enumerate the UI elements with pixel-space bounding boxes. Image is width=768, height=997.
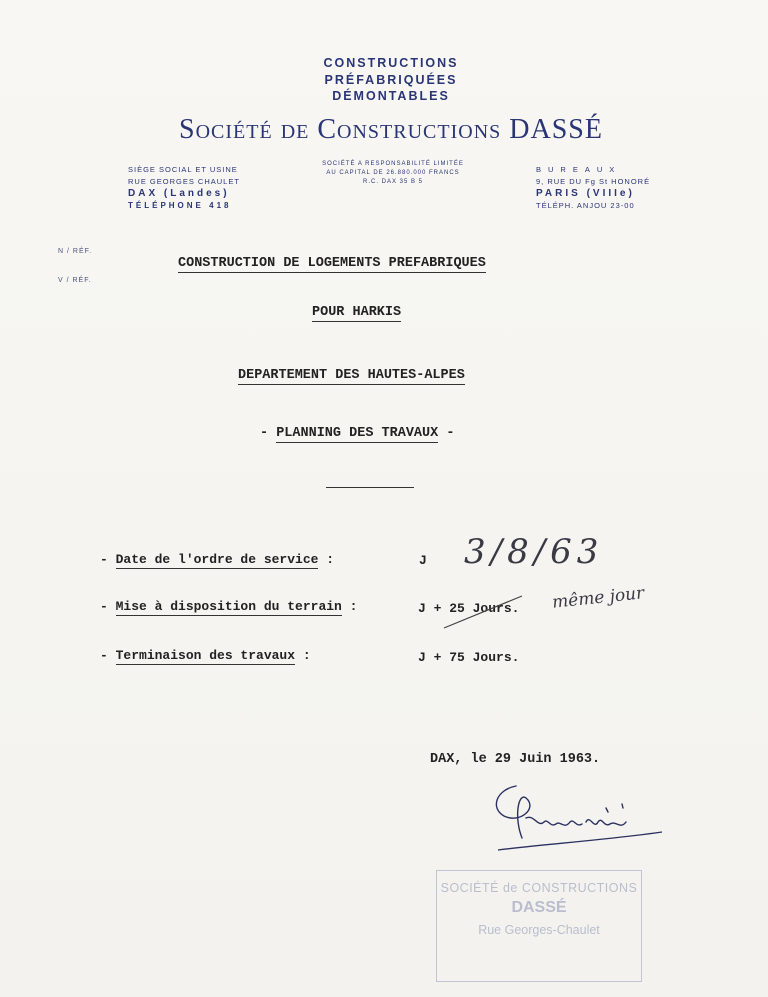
title-planning-prefix: - (260, 426, 277, 441)
letterhead-offices (536, 164, 650, 212)
handwritten-date: 3/8/63 (464, 532, 604, 572)
row-label: Mise à disposition du terrain (115, 599, 342, 614)
stamp-line-2: DASSÉ (511, 899, 567, 916)
strikethrough-mark (440, 592, 530, 632)
signature (486, 778, 666, 858)
our-reference-label: N / RÉF. (58, 248, 93, 255)
row-dash: - (100, 648, 116, 663)
title-planning-text: PLANNING DES TRAVAUX (276, 426, 439, 441)
legal-line-3: R.C. DAX 35 B 5 (362, 179, 424, 185)
row-label: Terminaison des travaux (115, 648, 296, 663)
offices-address: 9, RUE DU Fg St HONORÉ (536, 177, 651, 186)
handwritten-annotation: même jour (551, 583, 646, 613)
letterhead-legal (318, 160, 468, 187)
tagline-line-3: DÉMONTABLES (332, 89, 450, 103)
title-planning-suffix: - (438, 426, 455, 441)
site-handover-value: J + 25 Jours. (418, 601, 520, 616)
place-and-date: DAX, le 29 Juin 1963. (430, 752, 601, 767)
tagline-line-2: PRÉFABRIQUÉES (324, 72, 458, 87)
row-colon: : (295, 648, 311, 663)
offices-city: PARIS (VIIIe) (536, 188, 635, 199)
your-reference-label: V / RÉF. (58, 277, 92, 284)
title-construction (178, 256, 486, 271)
stamp-line-1: SOCIÉTÉ de CONSTRUCTIONS (440, 881, 638, 895)
completion-value: J + 75 Jours. (418, 650, 520, 665)
letterhead-headquarters (128, 164, 240, 212)
legal-line-1: SOCIÉTÉ A RESPONSABILITÉ LIMITÉE (322, 161, 464, 167)
title-harkis (312, 305, 401, 320)
order-date-value: J (419, 553, 427, 568)
schedule-row-site-handover (100, 599, 357, 614)
row-dash: - (100, 552, 116, 567)
hq-line-1: SIÈGE SOCIAL ET USINE (128, 165, 238, 174)
legal-line-2: AU CAPITAL DE 26.880.000 FRANCS (326, 170, 460, 176)
title-department (238, 368, 465, 383)
title-department-text: DEPARTEMENT DES HAUTES-ALPES (238, 368, 465, 383)
tagline-line-1: CONSTRUCTIONS (323, 56, 459, 70)
row-colon: : (341, 599, 358, 614)
company-name: Société de Constructions DASSÉ (179, 114, 603, 145)
offices-phone: TÉLÉPH. ANJOU 23-00 (536, 201, 635, 210)
hq-line-2: RUE GEORGES CHAULET (128, 177, 240, 186)
letterhead-tagline (0, 55, 768, 105)
schedule-row-order-date (100, 552, 334, 567)
title-harkis-text: POUR HARKIS (312, 305, 402, 320)
row-label: Date de l'ordre de service (115, 552, 319, 567)
hq-phone: TÉLÉPHONE 418 (128, 201, 232, 210)
separator-rule (326, 487, 414, 488)
offices-heading: BUREAUX (536, 165, 622, 174)
company-stamp (436, 870, 642, 982)
hq-city: DAX (Landes) (128, 188, 230, 199)
title-planning (260, 426, 454, 441)
row-dash: - (100, 599, 116, 614)
title-construction-text: CONSTRUCTION DE LOGEMENTS PREFABRIQUES (178, 256, 486, 271)
row-colon: : (318, 552, 335, 567)
stamp-line-3: Rue Georges-Chaulet (478, 923, 600, 937)
schedule-row-completion (100, 648, 311, 663)
